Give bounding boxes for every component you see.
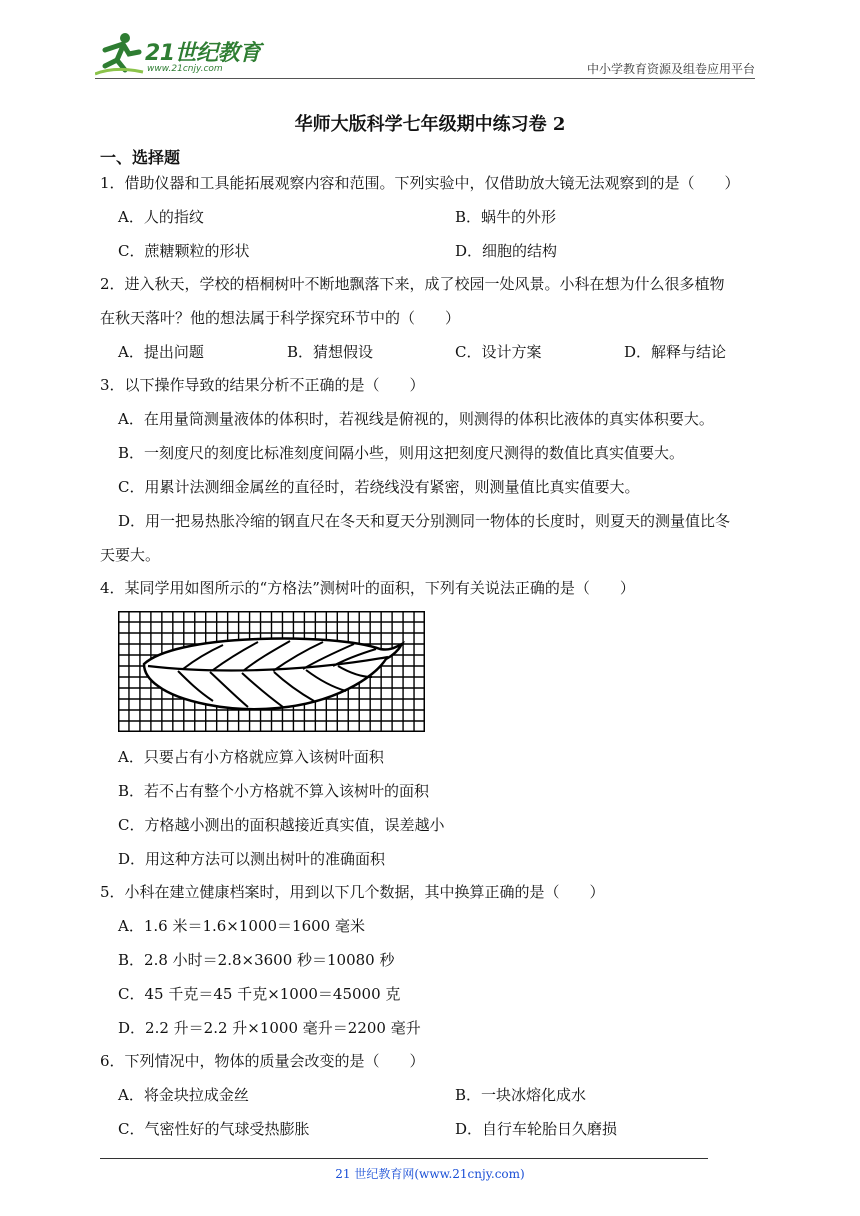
question-2-stem-line-2: 在秋天落叶？他的想法属于科学探究环节中的（ ） — [100, 309, 461, 327]
question-3-option-d-cont: 天要大。 — [100, 546, 161, 564]
question-3-option-a[interactable]: A．在用量筒测量液体的体积时，若视线是俯视的，则测得的体积比液体的真实体积要大。 — [118, 410, 714, 428]
logo-text: 21世纪教育 — [145, 41, 261, 66]
section-heading: 一、选择题 — [100, 148, 181, 167]
question-4-option-d[interactable]: D．用这种方法可以测出树叶的准确面积 — [118, 850, 386, 868]
question-4-option-b[interactable]: B．若不占有整个小方格就不算入该树叶的面积 — [118, 782, 430, 800]
question-3-option-b[interactable]: B．一刻度尺的刻度比标准刻度间隔小些，则用这把刻度尺测得的数值比真实值要大。 — [118, 444, 685, 462]
page-title: 华师大版科学七年级期中练习卷 2 — [294, 114, 566, 135]
question-4-option-a[interactable]: A．只要占有小方格就应算入该树叶面积 — [118, 748, 384, 766]
question-5-option-c[interactable]: C．45 千克＝45 千克×1000＝45000 克 — [118, 985, 401, 1003]
question-5-stem: 5．小科在建立健康档案时，用到以下几个数据，其中换算正确的是（ ） — [100, 883, 605, 901]
header-divider — [95, 78, 755, 79]
footer-divider — [100, 1158, 708, 1159]
question-6-option-a[interactable]: A．将金块拉成金丝 — [118, 1086, 249, 1104]
question-5-option-b[interactable]: B．2.8 小时＝2.8×3600 秒＝10080 秒 — [118, 951, 395, 969]
question-4-stem: 4．某同学用如图所示的“方格法”测树叶的面积，下列有关说法正确的是（ ） — [100, 579, 635, 597]
question-6-option-d[interactable]: D．自行车轮胎日久磨损 — [455, 1120, 618, 1138]
leaf-grid-figure — [118, 611, 425, 732]
footer-link[interactable]: 21 世纪教育网(www.21cnjy.com) — [335, 1167, 525, 1181]
question-6-option-b[interactable]: B．一块冰熔化成水 — [455, 1086, 587, 1104]
site-logo[interactable] — [95, 30, 265, 76]
page-header — [95, 30, 755, 80]
question-1-option-c[interactable]: C．蔗糖颗粒的形状 — [118, 242, 250, 260]
question-5-option-a[interactable]: A．1.6 米＝1.6×1000＝1600 毫米 — [118, 917, 365, 935]
question-1-option-d[interactable]: D．细胞的结构 — [455, 242, 558, 260]
logo-url: www.21cnjy.com — [147, 64, 223, 74]
question-1-option-a[interactable]: A．人的指纹 — [118, 208, 204, 226]
question-6-option-c[interactable]: C．气密性好的气球受热膨胀 — [118, 1120, 310, 1138]
question-4-option-c[interactable]: C．方格越小测出的面积越接近真实值，误差越小 — [118, 816, 445, 834]
question-1-option-b[interactable]: B．蜗牛的外形 — [455, 208, 557, 226]
question-3-option-c[interactable]: C．用累计法测细金属丝的直径时，若绕线没有紧密，则测量值比真实值要大。 — [118, 478, 640, 496]
question-1-stem: 1．借助仪器和工具能拓展观察内容和范围。下列实验中，仅借助放大镜无法观察到的是（ ） — [100, 174, 740, 192]
question-6-stem: 6．下列情况中，物体的质量会改变的是（ ） — [100, 1052, 425, 1070]
question-2-stem-line-1: 2．进入秋天，学校的梧桐树叶不断地飘落下来，成了校园一处风景。小科在想为什么很多植物 — [100, 275, 725, 293]
question-2-option-b[interactable]: B．猜想假设 — [287, 343, 374, 361]
question-3-option-d[interactable]: D．用一把易热胀冷缩的钢直尺在冬天和夏天分别测同一物体的长度时，则夏天的测量值比冬 — [118, 512, 731, 530]
platform-name: 中小学教育资源及组卷应用平台 — [586, 62, 755, 76]
question-5-option-d[interactable]: D．2.2 升＝2.2 升×1000 毫升＝2200 毫升 — [118, 1019, 421, 1037]
question-3-stem: 3．以下操作导致的结果分析不正确的是（ ） — [100, 376, 425, 394]
runner-logo-icon — [95, 30, 145, 76]
question-2-option-c[interactable]: C．设计方案 — [455, 343, 542, 361]
leaf-grid-svg — [118, 611, 425, 732]
question-2-option-d[interactable]: D．解释与结论 — [624, 343, 727, 361]
question-2-option-a[interactable]: A．提出问题 — [118, 343, 204, 361]
